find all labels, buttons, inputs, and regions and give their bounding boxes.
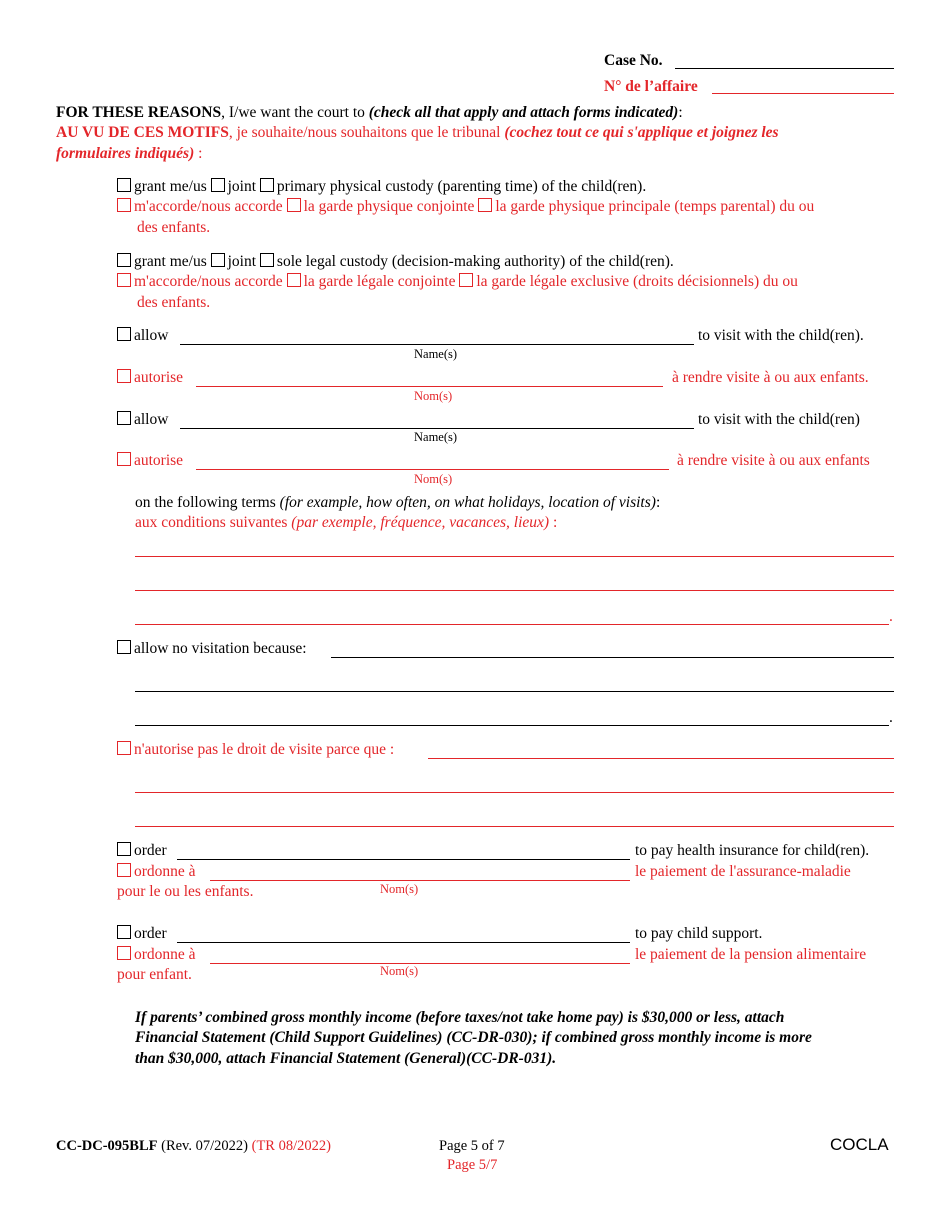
case-no-label: Case No. <box>604 52 663 69</box>
note-line-1: If parents’ combined gross monthly income (before taxes/not take home pay) is $30,000 or less, attach <box>135 1009 785 1026</box>
health-name-field[interactable] <box>177 859 630 860</box>
health-tail: to pay health insurance for child(ren). <box>635 842 870 859</box>
terms-line-3[interactable] <box>135 624 889 625</box>
visit1-caption: Name(s) <box>414 347 458 361</box>
health-fr-cont: pour le ou les enfants. <box>117 883 254 900</box>
footer-page: Page 5 of 7 <box>439 1138 505 1154</box>
physical-grant-checkbox-fr[interactable] <box>117 198 131 212</box>
visit1-en: allow <box>117 327 168 345</box>
visit2-names-field-fr[interactable] <box>196 469 669 470</box>
case-no-label-fr: N° de l’affaire <box>604 78 698 95</box>
no-visit-fr: n'autorise pas le droit de visite parce que : <box>117 741 394 759</box>
no-visit-fr-line-1[interactable] <box>428 758 894 759</box>
visit1-fr: autorise <box>117 369 183 387</box>
no-visit-line-2[interactable] <box>135 691 894 692</box>
physical-primary-checkbox[interactable] <box>260 178 274 192</box>
support-fr: ordonne à <box>117 946 196 964</box>
note-line-3: than $30,000, attach Financial Statement (General)(CC-DR-031). <box>135 1050 557 1067</box>
physical-custody-fr: m'accorde/nous accorde la garde physique conjointe la garde physique principale (temps parental) du ou <box>117 198 814 216</box>
visit2-fr: autorise <box>117 452 183 470</box>
terms-line-1[interactable] <box>135 556 894 557</box>
footer-brand: COCLA <box>830 1135 889 1154</box>
footer-page-fr: Page 5/7 <box>447 1157 498 1173</box>
legal-joint-checkbox-fr[interactable] <box>287 273 301 287</box>
terms-line-2[interactable] <box>135 590 894 591</box>
no-visit-fr-line-2[interactable] <box>135 792 894 793</box>
physical-primary-checkbox-fr[interactable] <box>478 198 492 212</box>
visit1-checkbox-fr[interactable] <box>117 369 131 383</box>
support-checkbox-fr[interactable] <box>117 946 131 960</box>
support-tail-fr: le paiement de la pension alimentaire <box>635 946 867 963</box>
visit1-tail: to visit with the child(ren). <box>698 327 864 344</box>
legal-grant-checkbox[interactable] <box>117 253 131 267</box>
no-visit-checkbox-fr[interactable] <box>117 741 131 755</box>
physical-joint-checkbox[interactable] <box>211 178 225 192</box>
no-visit-fr-line-3[interactable] <box>135 826 894 827</box>
visit2-names-field[interactable] <box>180 428 694 429</box>
support-name-field-fr[interactable] <box>210 963 630 964</box>
visit2-caption-fr: Nom(s) <box>414 472 453 486</box>
visit1-names-field-fr[interactable] <box>196 386 663 387</box>
legal-sole-checkbox[interactable] <box>260 253 274 267</box>
no-visit-checkbox[interactable] <box>117 640 131 654</box>
visit1-caption-fr: Nom(s) <box>414 389 453 403</box>
legal-sole-checkbox-fr[interactable] <box>459 273 473 287</box>
support-en: order <box>117 925 167 943</box>
visit1-tail-fr: à rendre visite à ou aux enfants. <box>672 369 869 386</box>
health-caption: Nom(s) <box>380 882 419 896</box>
case-no-field-fr[interactable] <box>712 93 894 94</box>
visit2-caption: Name(s) <box>414 430 458 444</box>
health-checkbox-fr[interactable] <box>117 863 131 877</box>
no-visit-en: allow no visitation because: <box>117 640 307 658</box>
physical-custody-en: grant me/us joint primary physical custody (parenting time) of the child(ren). <box>117 178 646 196</box>
case-no-field[interactable] <box>675 68 894 69</box>
health-tail-fr: le paiement de l'assurance-maladie <box>635 863 851 880</box>
intro-en: FOR THESE REASONS, I/we want the court to (check all that apply and attach forms indicated): <box>56 104 683 121</box>
support-name-field[interactable] <box>177 942 630 943</box>
legal-joint-checkbox[interactable] <box>211 253 225 267</box>
legal-custody-fr: m'accorde/nous accorde la garde légale conjointe la garde légale exclusive (droits décisionnels) du ou <box>117 273 798 291</box>
health-name-field-fr[interactable] <box>210 880 630 881</box>
visit2-tail: to visit with the child(ren) <box>698 411 860 428</box>
legal-custody-fr-cont: des enfants. <box>137 294 211 311</box>
terms-fr: aux conditions suivantes (par exemple, fréquence, vacances, lieux) : <box>135 514 558 531</box>
visit2-checkbox-fr[interactable] <box>117 452 131 466</box>
no-visit-line-3[interactable] <box>135 725 889 726</box>
footer-form-id: CC-DC-095BLF (Rev. 07/2022) (TR 08/2022) <box>56 1138 331 1154</box>
support-caption: Nom(s) <box>380 964 419 978</box>
visit1-checkbox[interactable] <box>117 327 131 341</box>
legal-custody-en: grant me/us joint sole legal custody (decision-making authority) of the child(ren). <box>117 253 674 271</box>
physical-custody-fr-cont: des enfants. <box>137 219 211 236</box>
visit1-names-field[interactable] <box>180 344 694 345</box>
terms-period: . <box>889 608 893 625</box>
visit2-en: allow <box>117 411 168 429</box>
health-checkbox[interactable] <box>117 842 131 856</box>
legal-grant-checkbox-fr[interactable] <box>117 273 131 287</box>
visit2-checkbox[interactable] <box>117 411 131 425</box>
intro-fr-line1: AU VU DE CES MOTIFS, je souhaite/nous souhaitons que le tribunal (cochez tout ce qui s'applique et joignez les <box>56 124 779 141</box>
health-fr: ordonne à <box>117 863 196 881</box>
intro-fr-line2: formulaires indiqués) : <box>56 145 203 162</box>
support-tail: to pay child support. <box>635 925 763 942</box>
note-line-2: Financial Statement (Child Support Guidelines) (CC-DR-030); if combined gross monthly income is more <box>135 1029 812 1046</box>
physical-joint-checkbox-fr[interactable] <box>287 198 301 212</box>
support-fr-cont: pour enfant. <box>117 966 192 983</box>
no-visit-line-1[interactable] <box>331 657 894 658</box>
support-checkbox[interactable] <box>117 925 131 939</box>
visit2-tail-fr: à rendre visite à ou aux enfants <box>677 452 870 469</box>
no-visit-period: . <box>889 709 893 726</box>
health-en: order <box>117 842 167 860</box>
physical-grant-checkbox[interactable] <box>117 178 131 192</box>
terms-en: on the following terms (for example, how often, on what holidays, location of visits): <box>135 494 661 511</box>
